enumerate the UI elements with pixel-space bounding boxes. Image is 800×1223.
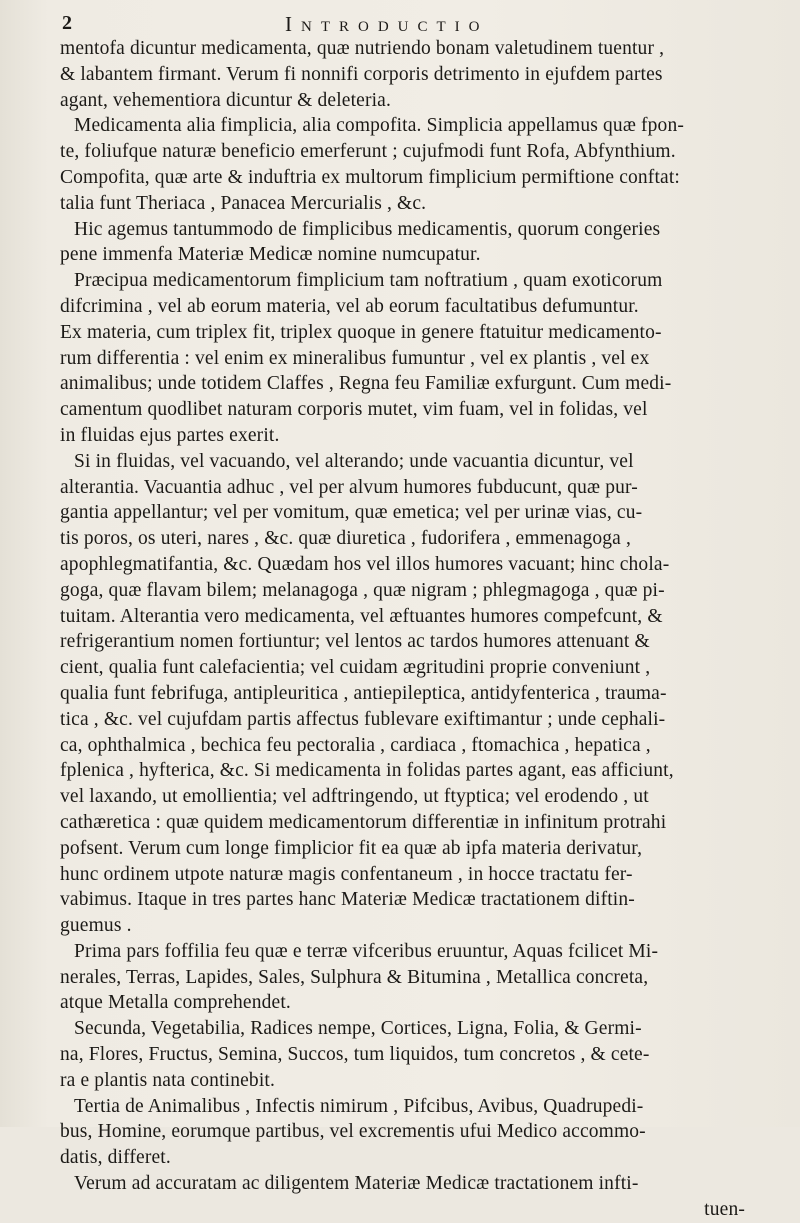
text-line: Tertia de Animalibus , Infectis nimirum , Pifcibus, Avibus, Quadrupedi-	[74, 1095, 644, 1117]
text-line: difcrimina , vel ab eorum materia, vel ab eorum facultatibus defumuntur.	[60, 295, 639, 317]
text-line: ca, ophthalmica , bechica feu pectoralia , cardiaca , ftomachica , hepatica ,	[60, 734, 651, 756]
text-line: Hic agemus tantummodo de fimplicibus medicamentis, quorum congeries	[74, 218, 661, 240]
text-line: agant, vehementiora dicuntur & deleteria.	[60, 89, 392, 111]
text-line: Prima pars foffilia feu quæ e terræ vifceribus eruuntur, Aquas fcilicet Mi-	[74, 940, 659, 962]
text-line: camentum quodlibet naturam corporis mutet, vim fuam, vel in folidas, vel	[60, 399, 648, 421]
text-line: guemus .	[60, 915, 132, 937]
text-line: pene immenfa Materiæ Medicæ nomine numcupatur.	[60, 244, 481, 266]
text-line: Secunda, Vegetabilia, Radices nempe, Cortices, Ligna, Folia, & Germi-	[74, 1018, 642, 1040]
text-line: alterantia. Vacuantia adhuc , vel per alvum humores fubducunt, quæ pur-	[60, 476, 638, 498]
text-line: Medicamenta alia fimplicia, alia compofita. Simplicia appellamus quæ fpon-	[74, 115, 685, 137]
text-line: pofsent. Verum cum longe fimplicior fit ea quæ ab ipfa materia derivatur,	[60, 837, 643, 859]
text-line: ra e plantis nata continebit.	[60, 1069, 275, 1091]
text-line: tuitam. Alterantia vero medicamenta, vel æftuantes humores compefcunt, &	[60, 605, 663, 627]
text-line: hunc ordinem utpote naturæ magis confentaneum , in hocce tractatu fer-	[60, 863, 633, 885]
page-header	[0, 12, 800, 38]
text-line: nerales, Terras, Lapides, Sales, Sulphura & Bitumina , Metallica concreta,	[60, 966, 649, 988]
text-line: mentofa dicuntur medicamenta, quæ nutriendo bonam valetudinem tuentur ,	[60, 38, 665, 59]
text-line: rum differentia : vel enim ex mineralibus fumuntur , vel ex plantis , vel ex	[60, 347, 650, 369]
text-line: apophlegmatifantia, &c. Quædam hos vel illos humores vacuant; hinc chola-	[60, 553, 670, 575]
text-line: Verum ad accuratam ac diligentem Materiæ Medicæ tractationem infti-	[74, 1173, 639, 1195]
text-line: goga, quæ flavam bilem; melanagoga , quæ nigram ; phlegmagoga , quæ pi-	[60, 579, 665, 601]
text-line: Si in fluidas, vel vacuando, vel alterando; unde vacuantia dicuntur, vel	[74, 450, 634, 472]
text-line: gantia appellantur; vel per vomitum, quæ emetica; vel per urinæ vias, cu-	[60, 502, 643, 524]
text-line: refrigerantium nomen fortiuntur; vel lentos ac tardos humores attenuant &	[60, 631, 650, 653]
text-line: bus, Homine, eorumque partibus, vel excrementis ufui Medico accommo-	[60, 1121, 646, 1143]
text-line: Præcipua medicamentorum fimplicium tam noftratium , quam exoticorum	[74, 270, 663, 292]
text-line: vabimus. Itaque in tres partes hanc Materiæ Medicæ tractationem diftin-	[60, 889, 635, 911]
text-line: fplenica , hyfterica, &c. Si medicamenta in folidas partes agant, eas afficiunt,	[60, 760, 674, 782]
text-line: tica , &c. vel cujufdam partis affectus fublevare exiftimantur ; unde cephali-	[60, 708, 666, 730]
body-text	[60, 36, 785, 1223]
text-line: tis poros, os uteri, nares , &c. quæ diuretica , fudorifera , emmenagoga ,	[60, 528, 632, 550]
text-line: datis, differet.	[60, 1147, 171, 1169]
text-line: talia funt Theriaca , Panacea Mercurialis , &c.	[60, 192, 427, 214]
text-line: cient, qualia funt calefacientia; vel cuidam ægritudini proprie conveniunt ,	[60, 657, 651, 679]
text-line: Ex materia, cum triplex fit, triplex quoque in genere ftatuitur medicamento-	[60, 321, 662, 343]
text-line: te, foliufque naturæ beneficio emerferunt ; cujufmodi funt Rofa, Abfynthium.	[60, 141, 676, 163]
text-line: na, Flores, Fructus, Semina, Succos, tum liquidos, tum concretos , & cete-	[60, 1044, 650, 1066]
text-line: cathæretica : quæ quidem medicamentorum differentiæ in infinitum protrahi	[60, 811, 667, 833]
text-line: animalibus; unde totidem Claffes , Regna feu Familiæ exfurgunt. Cum medi-	[60, 373, 672, 395]
text-line: & labantem firmant. Verum fi nonnifi corporis detrimento in ejufdem partes	[60, 63, 663, 85]
page-number: 2	[62, 12, 72, 34]
text-line: in fluidas ejus partes exerit.	[60, 424, 280, 446]
catchword: tuen-	[704, 1198, 745, 1220]
text-line: Compofita, quæ arte & induftria ex multorum fimplicium permiftione conftat:	[60, 166, 680, 188]
text-line: atque Metalla comprehendet.	[60, 992, 291, 1014]
running-title: Introductio	[285, 12, 489, 36]
text-line: vel laxando, ut emollientia; vel adftringendo, ut ftyptica; vel erodendo , ut	[60, 786, 649, 808]
text-line: qualia funt febrifuga, antipleuritica , antiepileptica, antidyfenterica , trauma-	[60, 682, 667, 704]
